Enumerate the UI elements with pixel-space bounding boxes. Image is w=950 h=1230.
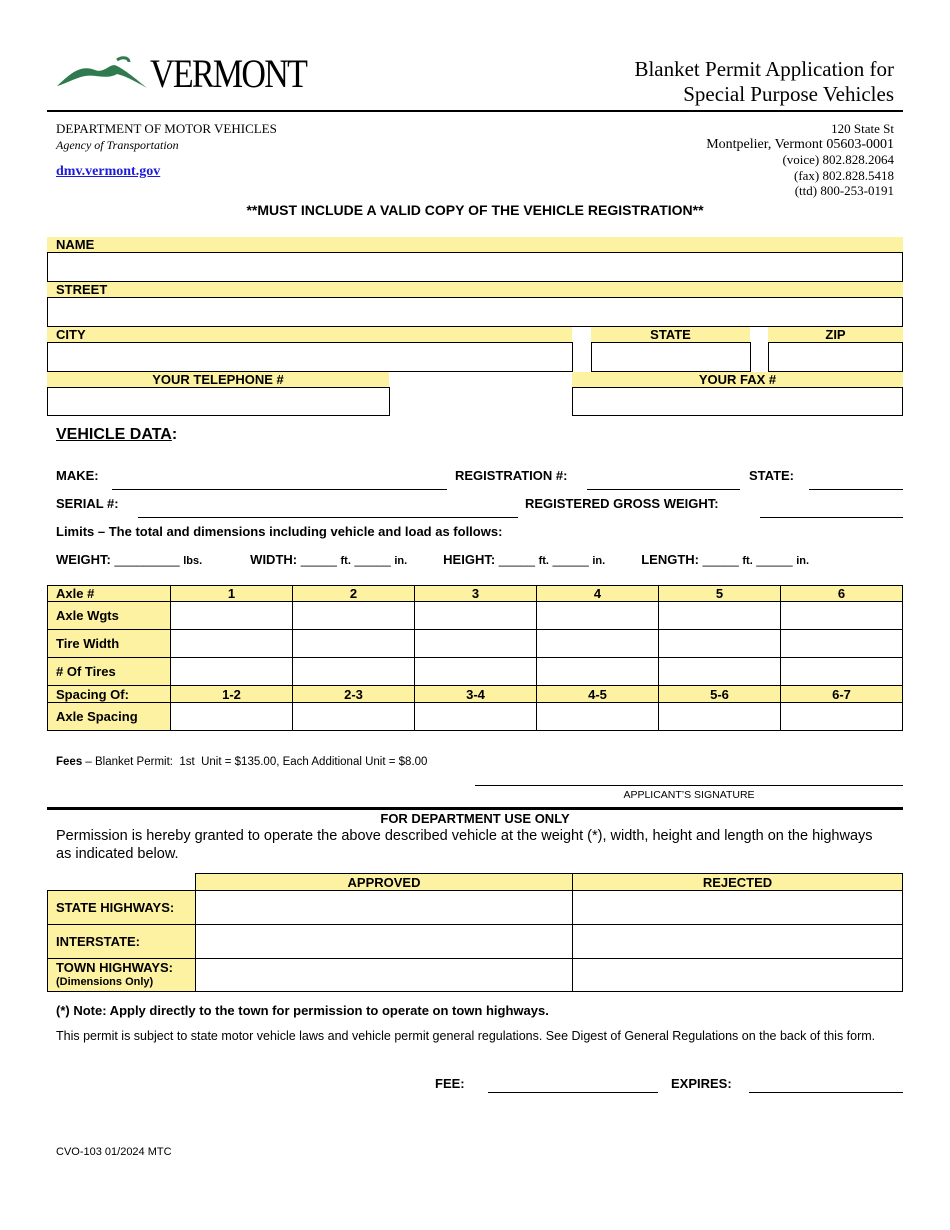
length-in-input[interactable]: _____ [756,552,793,567]
gross-weight-label: REGISTERED GROSS WEIGHT: [525,496,719,511]
city-label: CITY [47,327,572,342]
make-label: MAKE: [56,468,99,483]
width-label: WIDTH: [250,552,298,567]
table-cell-input[interactable] [171,658,293,686]
height-ft-input[interactable]: _____ [498,552,535,567]
tire-width-row [48,630,903,658]
approved-cell[interactable] [196,925,573,959]
address-line: Montpelier, Vermont 05603-0001 [706,136,894,152]
state-label: STATE [591,327,750,342]
approval-header-row [48,874,903,891]
dimension-limits [56,552,809,569]
town-note: (*) Note: Apply directly to the town for permission to operate on town highways. [56,1003,549,1018]
axle-header-cell: 6 [781,586,903,602]
table-cell-input[interactable] [293,630,415,658]
serial-input[interactable] [138,517,518,518]
form-number: CVO-103 01/2024 MTC [56,1146,172,1158]
rejected-cell[interactable] [573,925,903,959]
spacing-header-cell: 2-3 [293,686,415,703]
table-cell-input[interactable] [293,658,415,686]
table-cell-input[interactable] [415,658,537,686]
unit: ft. [340,555,351,567]
title-line: Blanket Permit Application for [634,57,894,81]
zip-input[interactable] [768,342,903,372]
table-cell-input[interactable] [415,630,537,658]
telephone-input[interactable] [47,387,390,416]
address-line: 120 State St [831,121,894,136]
axle-header-cell: 4 [537,586,659,602]
vehicle-data-heading [56,426,177,444]
spacing-header-row [48,686,903,703]
table-cell-input[interactable] [659,658,781,686]
row-label: # Of Tires [48,658,171,686]
axle-spacing-row [48,703,903,731]
axle-table [47,585,903,731]
zip-label: ZIP [768,327,903,342]
table-cell-input[interactable] [537,630,659,658]
empty-cell [48,874,196,891]
axle-header-cell: Axle # [48,586,171,602]
street-input[interactable] [47,297,903,327]
unit: in. [592,555,606,567]
unit: in. [796,555,810,567]
fees-label: Fees [56,756,83,768]
spacing-header-cell: 1-2 [171,686,293,703]
table-cell-input[interactable] [171,630,293,658]
length-label: LENGTH: [641,552,699,567]
table-cell-input[interactable] [659,630,781,658]
weight-input[interactable]: _________ [114,552,180,567]
spacing-header-cell: 6-7 [781,686,903,703]
unit: ft. [742,555,753,567]
agency-name: Agency of Transportation [56,138,179,152]
row-label: INTERSTATE: [48,925,196,959]
axle-header-cell: 3 [415,586,537,602]
registration-notice: **MUST INCLUDE A VALID COPY OF THE VEHICLE REGISTRATION** [246,202,704,218]
vermont-logo-icon [55,54,150,94]
row-label: Axle Wgts [48,602,171,630]
gross-weight-input[interactable] [760,517,903,518]
title-line: Special Purpose Vehicles [683,82,894,106]
street-label: STREET [47,282,903,297]
fax-input[interactable] [572,387,903,416]
regulations-text: This permit is subject to state motor vehicle laws and vehicle permit general regulations. See Digest of General Regulations on the back of this form. [56,1029,876,1043]
fax-label: YOUR FAX # [572,372,903,387]
axle-header-row [48,586,903,602]
heading-text: VEHICLE DATA [56,426,172,443]
interstate-row [48,925,903,959]
phone-fax: (fax) 802.828.5418 [793,167,894,183]
length-ft-input[interactable]: _____ [702,552,739,567]
axle-header-cell: 1 [171,586,293,602]
approved-cell[interactable] [196,891,573,925]
form-title [634,57,894,107]
width-in-input[interactable]: _____ [354,552,391,567]
table-cell-input[interactable] [415,703,537,731]
fees-detail: – Blanket Permit: 1st Unit = $135.00, Each Additional Unit = $8.00 [82,756,428,768]
fee-input[interactable] [488,1092,658,1093]
table-cell-input[interactable] [415,602,537,630]
height-label: HEIGHT: [443,552,496,567]
axle-weights-row [48,602,903,630]
logo-text: VERMONT [150,51,307,96]
state-highways-row [48,891,903,925]
weight-label: WEIGHT: [56,552,111,567]
rejected-header: REJECTED [573,874,903,891]
make-input[interactable] [112,489,447,490]
table-cell-input[interactable] [659,703,781,731]
approved-cell[interactable] [196,959,573,992]
website-link[interactable]: dmv.vermont.gov [56,164,161,179]
department-name: DEPARTMENT OF MOTOR VEHICLES [56,121,277,136]
unit: in. [394,555,408,567]
row-label: Tire Width [48,630,171,658]
vehicle-state-label: STATE: [749,468,795,483]
width-ft-input[interactable]: _____ [300,552,337,567]
row-label [48,959,196,992]
fees-text [56,756,427,768]
table-cell-input[interactable] [781,658,903,686]
serial-label: SERIAL #: [56,496,119,511]
table-cell-input[interactable] [293,703,415,731]
table-cell-input[interactable] [781,602,903,630]
approved-header: APPROVED [196,874,573,891]
spacing-header-cell: Spacing Of: [48,686,171,703]
signature-input[interactable] [475,785,903,786]
registration-input[interactable] [587,489,740,490]
signature-label: APPLICANT’S SIGNATURE [623,789,755,801]
tire-count-row [48,658,903,686]
spacing-header-cell: 3-4 [415,686,537,703]
axle-header-cell: 5 [659,586,781,602]
limits-text: Limits – The total and dimensions including vehicle and load as follows: [56,524,503,539]
town-sublabel: (Dimensions Only) [56,976,154,988]
phone-ttd: (ttd) 800-253-0191 [794,183,894,198]
rejected-cell[interactable] [573,891,903,925]
expires-label: EXPIRES: [671,1076,732,1091]
spacing-header-cell: 5-6 [659,686,781,703]
department-use-heading: FOR DEPARTMENT USE ONLY [380,811,570,826]
name-label: NAME [47,237,903,252]
registration-label: REGISTRATION #: [455,468,568,483]
telephone-label: YOUR TELEPHONE # [47,372,389,387]
rejected-cell[interactable] [573,959,903,992]
name-input[interactable] [47,252,903,282]
city-input[interactable] [47,342,573,372]
phone-voice: (voice) 802.828.2064 [782,152,894,167]
expires-input[interactable] [749,1092,903,1093]
spacing-header-cell: 4-5 [537,686,659,703]
vehicle-state-input[interactable] [809,489,903,490]
fee-label: FEE: [435,1076,465,1091]
unit: ft. [538,555,549,567]
table-cell-input[interactable] [293,602,415,630]
permission-text: Permission is hereby granted to operate the above described vehicle at the weight (*), width, height and length on the highways as indicated below. [56,828,873,862]
town-label: TOWN HIGHWAYS: [56,960,174,975]
address-block [706,121,894,199]
table-cell-input[interactable] [537,602,659,630]
table-cell-input[interactable] [659,602,781,630]
axle-header-cell: 2 [293,586,415,602]
heading-colon: : [171,426,178,443]
row-label: Axle Spacing [48,703,171,731]
state-input[interactable] [591,342,751,372]
divider [47,807,903,810]
table-cell-input[interactable] [781,630,903,658]
town-highways-row [48,959,903,992]
unit: lbs. [183,555,203,567]
table-cell-input[interactable] [171,602,293,630]
table-cell-input[interactable] [537,658,659,686]
approval-table [47,873,903,992]
divider [47,110,903,112]
table-cell-input[interactable] [781,703,903,731]
table-cell-input[interactable] [537,703,659,731]
height-in-input[interactable]: _____ [552,552,589,567]
row-label: STATE HIGHWAYS: [48,891,196,925]
table-cell-input[interactable] [171,703,293,731]
